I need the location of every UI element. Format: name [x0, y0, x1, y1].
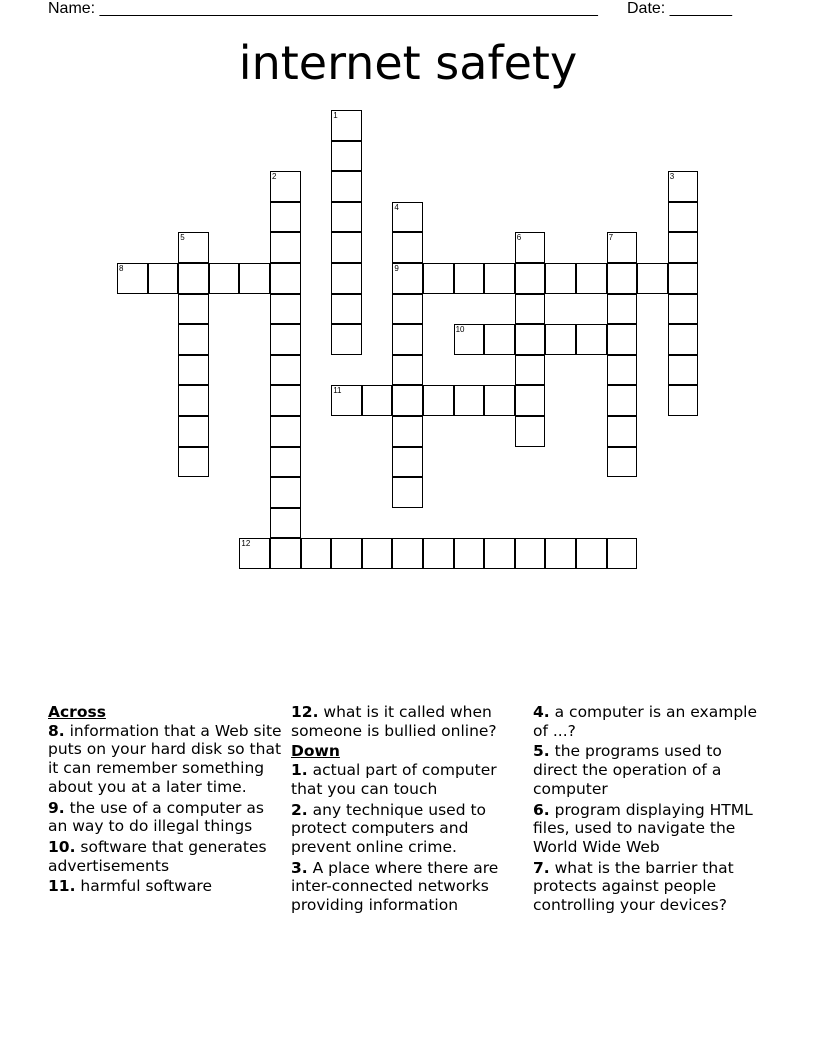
- grid-cell[interactable]: [607, 294, 638, 325]
- grid-cell[interactable]: [178, 447, 209, 478]
- clue-down-6: [533, 801, 769, 857]
- clue-number: 6.: [533, 800, 550, 819]
- grid-cell[interactable]: [607, 232, 638, 263]
- cell-number: 2: [272, 172, 277, 182]
- grid-cell[interactable]: [117, 263, 148, 294]
- clue-down-5: [533, 742, 769, 798]
- grid-cell[interactable]: [515, 263, 546, 294]
- grid-cell[interactable]: [545, 263, 576, 294]
- cell-number: 11: [333, 386, 342, 396]
- clue-text: program displaying HTML files, used to navigate the World Wide Web: [533, 800, 753, 856]
- grid-cell[interactable]: [392, 232, 423, 263]
- grid-cell[interactable]: [270, 171, 301, 202]
- grid-cell[interactable]: [484, 263, 515, 294]
- clue-number: 12.: [291, 703, 319, 721]
- grid-cell[interactable]: [392, 355, 423, 386]
- cell-number: 8: [119, 264, 124, 273]
- grid-cell[interactable]: [392, 324, 423, 355]
- cell-number: 1: [333, 111, 338, 120]
- cell-number: 3: [669, 172, 675, 182]
- grid-cell[interactable]: [178, 355, 209, 386]
- grid-cell[interactable]: [668, 171, 699, 202]
- clue-text: what is it called when someone is bullied online?: [291, 703, 497, 740]
- grid-cell[interactable]: [331, 232, 362, 263]
- clue-number: 7.: [533, 858, 550, 877]
- cell-number: 5: [180, 233, 185, 243]
- grid-cell[interactable]: [270, 263, 301, 294]
- clue-text: A place where there are inter-connected networks providing information: [291, 858, 499, 915]
- clue-across-9: [48, 799, 284, 836]
- grid-cell[interactable]: [423, 538, 454, 569]
- clue-text: harmful software: [80, 877, 213, 896]
- grid-cell[interactable]: [301, 538, 332, 569]
- grid-cell[interactable]: [484, 385, 515, 416]
- grid-cell[interactable]: [454, 385, 485, 416]
- grid-cell[interactable]: [331, 324, 362, 355]
- grid-cell[interactable]: [515, 355, 546, 386]
- grid-cell[interactable]: [270, 508, 301, 539]
- grid-cell[interactable]: [270, 447, 301, 478]
- clue-across-10: [48, 838, 284, 875]
- clue-column-2: [291, 703, 527, 917]
- grid-cell[interactable]: [484, 324, 515, 355]
- grid-cell[interactable]: [209, 263, 240, 294]
- grid-cell[interactable]: [178, 416, 209, 447]
- clue-text: the programs used to direct the operation of a computer: [533, 742, 722, 798]
- grid-cell[interactable]: [668, 263, 699, 294]
- grid-cell[interactable]: [239, 538, 270, 569]
- across-heading: Across: [48, 703, 106, 721]
- cell-number: 9: [394, 264, 399, 273]
- cell-number: 7: [608, 233, 614, 243]
- grid-cell[interactable]: [270, 294, 301, 325]
- grid-cell[interactable]: [270, 202, 301, 233]
- name-field[interactable]: Name: ________________________________________________________: [48, 0, 598, 17]
- grid-cell[interactable]: [423, 385, 454, 416]
- cell-number: 6: [516, 233, 522, 243]
- grid-cell[interactable]: [484, 538, 515, 569]
- clue-text: information that a Web site puts on your hard disk so that it can remember something about you at a later time.: [48, 721, 282, 796]
- grid-cell[interactable]: [178, 263, 209, 294]
- grid-cell[interactable]: [270, 232, 301, 263]
- grid-cell[interactable]: [270, 538, 301, 569]
- grid-cell[interactable]: [515, 538, 546, 569]
- clue-number: 5.: [533, 742, 550, 761]
- clue-number: 1.: [291, 761, 308, 780]
- grid-cell[interactable]: [454, 324, 485, 355]
- grid-cell[interactable]: [239, 263, 270, 294]
- cell-number: 4: [394, 202, 399, 212]
- clue-number: 4.: [533, 703, 550, 721]
- clue-text: what is the barrier that protects against people controlling your devices?: [533, 858, 734, 915]
- clue-number: 8.: [48, 721, 65, 740]
- clue-text: a computer is an example of ...?: [533, 703, 758, 740]
- grid-cell[interactable]: [178, 324, 209, 355]
- grid-cell[interactable]: [668, 202, 699, 233]
- grid-cell[interactable]: [178, 385, 209, 416]
- grid-cell[interactable]: [331, 110, 362, 141]
- grid-cell[interactable]: [270, 416, 301, 447]
- clue-down-7: [533, 859, 769, 915]
- grid-cell[interactable]: [148, 263, 179, 294]
- clue-number: 2.: [291, 800, 308, 819]
- grid-cell[interactable]: [392, 538, 423, 569]
- grid-cell[interactable]: [331, 141, 362, 172]
- grid-cell[interactable]: [270, 385, 301, 416]
- clue-column-1: [48, 703, 284, 898]
- grid-cell[interactable]: [270, 324, 301, 355]
- grid-cell[interactable]: [668, 232, 699, 263]
- clue-number: 9.: [48, 798, 65, 817]
- grid-cell[interactable]: [331, 171, 362, 202]
- grid-cell[interactable]: [331, 385, 362, 416]
- grid-cell[interactable]: [576, 538, 607, 569]
- grid-cell[interactable]: [668, 294, 699, 325]
- grid-cell[interactable]: [607, 416, 638, 447]
- down-heading: Down: [291, 742, 340, 761]
- grid-cell[interactable]: [637, 263, 668, 294]
- grid-cell[interactable]: [392, 263, 423, 294]
- grid-cell[interactable]: [607, 263, 638, 294]
- grid-cell[interactable]: [331, 538, 362, 569]
- grid-cell[interactable]: [362, 538, 393, 569]
- grid-cell[interactable]: [515, 294, 546, 325]
- clue-text: any technique used to protect computers and prevent online crime.: [291, 800, 487, 856]
- clue-column-3: [533, 703, 769, 917]
- grid-cell[interactable]: [668, 324, 699, 355]
- grid-cell[interactable]: [392, 385, 423, 416]
- grid-cell[interactable]: [607, 538, 638, 569]
- date-field[interactable]: Date: _______: [627, 0, 732, 17]
- grid-cell[interactable]: [454, 538, 485, 569]
- grid-cell[interactable]: [454, 263, 485, 294]
- cell-number: 12: [241, 539, 251, 549]
- grid-cell[interactable]: [607, 385, 638, 416]
- grid-cell[interactable]: [331, 202, 362, 233]
- grid-cell[interactable]: [607, 355, 638, 386]
- grid-cell[interactable]: [607, 324, 638, 355]
- grid-cell[interactable]: [576, 324, 607, 355]
- grid-cell[interactable]: [331, 294, 362, 325]
- grid-cell[interactable]: [607, 447, 638, 478]
- clue-down-2: [291, 801, 527, 857]
- grid-cell[interactable]: [515, 324, 546, 355]
- clue-down-3: [291, 859, 527, 915]
- grid-cell[interactable]: [423, 263, 454, 294]
- grid-cell[interactable]: [392, 416, 423, 447]
- page-title: internet safety: [238, 36, 578, 90]
- grid-cell[interactable]: [178, 232, 209, 263]
- grid-cell[interactable]: [576, 263, 607, 294]
- grid-cell[interactable]: [392, 202, 423, 233]
- clue-text: the use of a computer as an way to do illegal things: [48, 798, 264, 836]
- clue-number: 3.: [291, 858, 308, 877]
- grid-cell[interactable]: [331, 263, 362, 294]
- clue-across-8: [48, 722, 284, 797]
- clue-text: software that generates advertisements: [48, 837, 267, 875]
- grid-cell[interactable]: [515, 232, 546, 263]
- grid-cell[interactable]: [515, 385, 546, 416]
- cell-number: 10: [455, 325, 465, 335]
- clue-across-11: [48, 877, 284, 896]
- grid-cell[interactable]: [545, 538, 576, 569]
- grid-cell[interactable]: [392, 447, 423, 478]
- grid-cell[interactable]: [178, 294, 209, 325]
- grid-cell[interactable]: [270, 355, 301, 386]
- grid-cell[interactable]: [668, 355, 699, 386]
- clue-text: actual part of computer that you can touch: [291, 761, 497, 798]
- clue-down-1: [291, 761, 527, 798]
- grid-cell[interactable]: [362, 385, 393, 416]
- clue-number: 11.: [48, 877, 76, 896]
- grid-cell[interactable]: [392, 294, 423, 325]
- clue-across-12: [291, 703, 527, 740]
- clue-down-4: [533, 703, 769, 740]
- grid-cell[interactable]: [515, 416, 546, 447]
- grid-cell[interactable]: [545, 324, 576, 355]
- grid-cell[interactable]: [392, 477, 423, 508]
- clue-number: 10.: [48, 837, 76, 856]
- grid-cell[interactable]: [668, 385, 699, 416]
- grid-cell[interactable]: [270, 477, 301, 508]
